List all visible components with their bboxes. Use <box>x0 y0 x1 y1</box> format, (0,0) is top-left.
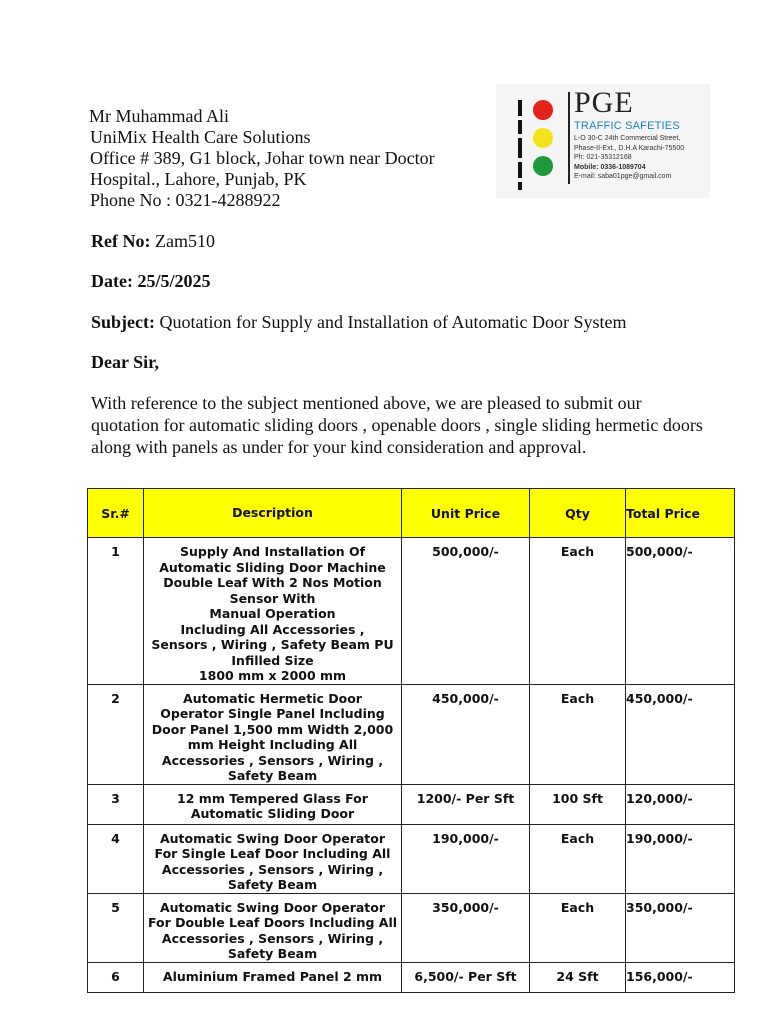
cell-unit-price: 450,000/- <box>402 684 530 784</box>
description-line: Sensor With <box>229 590 316 606</box>
header-sr: Sr.# <box>88 489 144 538</box>
logo-contact-info <box>574 134 684 182</box>
cell-unit-price: 190,000/- <box>402 824 530 893</box>
logo-title: PGE <box>574 86 634 119</box>
description-line: Safety Beam <box>227 877 318 892</box>
reference-line <box>91 231 215 252</box>
header-total-price: Total Price <box>626 489 735 538</box>
cell-description <box>144 684 402 784</box>
quotation-table <box>87 488 735 993</box>
description-line: Accessories , Sensors , Wiring , <box>161 752 384 768</box>
cell-unit-price: 500,000/- <box>402 538 530 685</box>
description-line: Safety Beam <box>227 768 318 783</box>
recipient-address-block <box>90 106 435 211</box>
cell-total-price: 450,000/- <box>626 684 735 784</box>
header-qty: Qty <box>530 489 626 538</box>
cell-total-price: 350,000/- <box>626 893 735 962</box>
logo-divider <box>568 92 570 184</box>
description-line: Including All Accessories , <box>180 621 365 637</box>
description-line: Automatic Hermetic Door <box>183 690 362 706</box>
table-row <box>88 684 735 784</box>
table-row <box>88 538 735 685</box>
cell-total-price: 500,000/- <box>626 538 735 685</box>
cell-qty: Each <box>530 893 626 962</box>
cell-qty: Each <box>530 538 626 685</box>
table-row <box>88 893 735 962</box>
cell-qty: 24 Sft <box>530 962 626 992</box>
subject-label: Subject: <box>91 312 155 332</box>
logo-info-line: L-O 30-C 24th Commercial Street, <box>574 135 681 142</box>
header-description: Description <box>144 489 402 538</box>
logo-info-line: Phase-II-Ext., D.H.A Karachi-75500 <box>574 144 685 152</box>
description-line: Automatic Sliding Door <box>190 806 355 821</box>
description-line: Double Leaf With 2 Nos Motion <box>163 575 382 590</box>
traffic-light-icon <box>526 94 558 186</box>
cell-sr: 3 <box>88 784 144 824</box>
description-line: Automatic Swing Door Operator <box>159 899 386 915</box>
description-line: Infilled Size <box>231 652 314 668</box>
cell-total-price: 156,000/- <box>626 962 735 992</box>
cell-sr: 5 <box>88 893 144 962</box>
description-line: Manual Operation <box>209 606 336 621</box>
cell-sr: 1 <box>88 538 144 685</box>
cell-total-price: 120,000/- <box>626 784 735 824</box>
recipient-name: Mr Muhammad Ali <box>89 106 229 126</box>
yellow-lamp-icon <box>533 128 553 148</box>
red-lamp-icon <box>533 100 553 120</box>
description-line: Supply And Installation Of <box>179 544 366 559</box>
table-header-row <box>88 489 735 538</box>
recipient-phone: Phone No : 0321-4288922 <box>90 190 281 210</box>
recipient-address-line1: Office # 389, G1 block, Johar town near Doctor <box>90 148 435 168</box>
header-unit-price: Unit Price <box>402 489 530 538</box>
company-logo <box>496 84 710 198</box>
description-line: 1800 mm x 2000 mm <box>198 668 347 683</box>
subject-value: Quotation for Supply and Installation of Automatic Door System <box>159 312 627 332</box>
description-line: Automatic Sliding Door Machine <box>159 559 386 575</box>
table-row <box>88 962 735 992</box>
cell-description <box>144 824 402 893</box>
table-row <box>88 784 735 824</box>
description-line: Safety Beam <box>227 946 318 961</box>
description-line: mm Height Including All <box>187 737 358 752</box>
logo-info-line: Mobile: 0336-1089704 <box>574 163 646 171</box>
cell-description <box>144 784 402 824</box>
description-line: For Double Leaf Doors Including All <box>147 915 398 930</box>
table-row <box>88 824 735 893</box>
date-line: Date: 25/5/2025 <box>91 271 211 291</box>
cell-qty: Each <box>530 824 626 893</box>
ref-value: Zam510 <box>154 231 215 251</box>
description-line: Aluminium Framed Panel 2 mm <box>162 968 383 984</box>
cell-total-price: 190,000/- <box>626 824 735 893</box>
cell-description <box>144 893 402 962</box>
cell-sr: 4 <box>88 824 144 893</box>
logo-info-line: E-mail: saba01pge@gmail.com <box>574 173 672 180</box>
description-line: Sensors , Wiring , Safety Beam PU <box>151 637 394 652</box>
cell-sr: 6 <box>88 962 144 992</box>
description-line: For Single Leaf Door Including All <box>154 846 391 861</box>
description-line: Accessories , Sensors , Wiring , <box>161 861 384 877</box>
recipient-address-line2: Hospital., Lahore, Punjab, PK <box>90 169 307 189</box>
logo-info-line: Ph: 021-35312168 <box>574 154 632 161</box>
cell-sr: 2 <box>88 684 144 784</box>
cell-qty: Each <box>530 684 626 784</box>
recipient-company: UniMix Health Care Solutions <box>90 127 311 147</box>
cell-unit-price: 1200/- Per Sft <box>402 784 530 824</box>
logo-subtitle: TRAFFIC SAFETIES <box>574 120 680 132</box>
cell-description <box>144 962 402 992</box>
cell-qty: 100 Sft <box>530 784 626 824</box>
intro-paragraph: With reference to the subject mentioned above, we are pleased to submit our quotation for automatic sliding doors , openable doors , single sliding hermetic doors along with panels as under for your kind consideration and approval. <box>91 393 703 457</box>
description-line: Accessories , Sensors , Wiring , <box>161 930 384 946</box>
green-lamp-icon <box>533 156 553 176</box>
ref-label: Ref No: <box>91 231 151 251</box>
description-line: Operator Single Panel Including <box>160 706 385 721</box>
subject-line <box>91 312 626 333</box>
salutation: Dear Sir, <box>91 352 160 372</box>
description-line: 12 mm Tempered Glass For <box>177 790 368 806</box>
description-line: Door Panel 1,500 mm Width 2,000 <box>151 721 394 737</box>
description-line: Automatic Swing Door Operator <box>159 830 386 846</box>
cell-unit-price: 6,500/- Per Sft <box>402 962 530 992</box>
cell-description <box>144 538 402 685</box>
cell-unit-price: 350,000/- <box>402 893 530 962</box>
